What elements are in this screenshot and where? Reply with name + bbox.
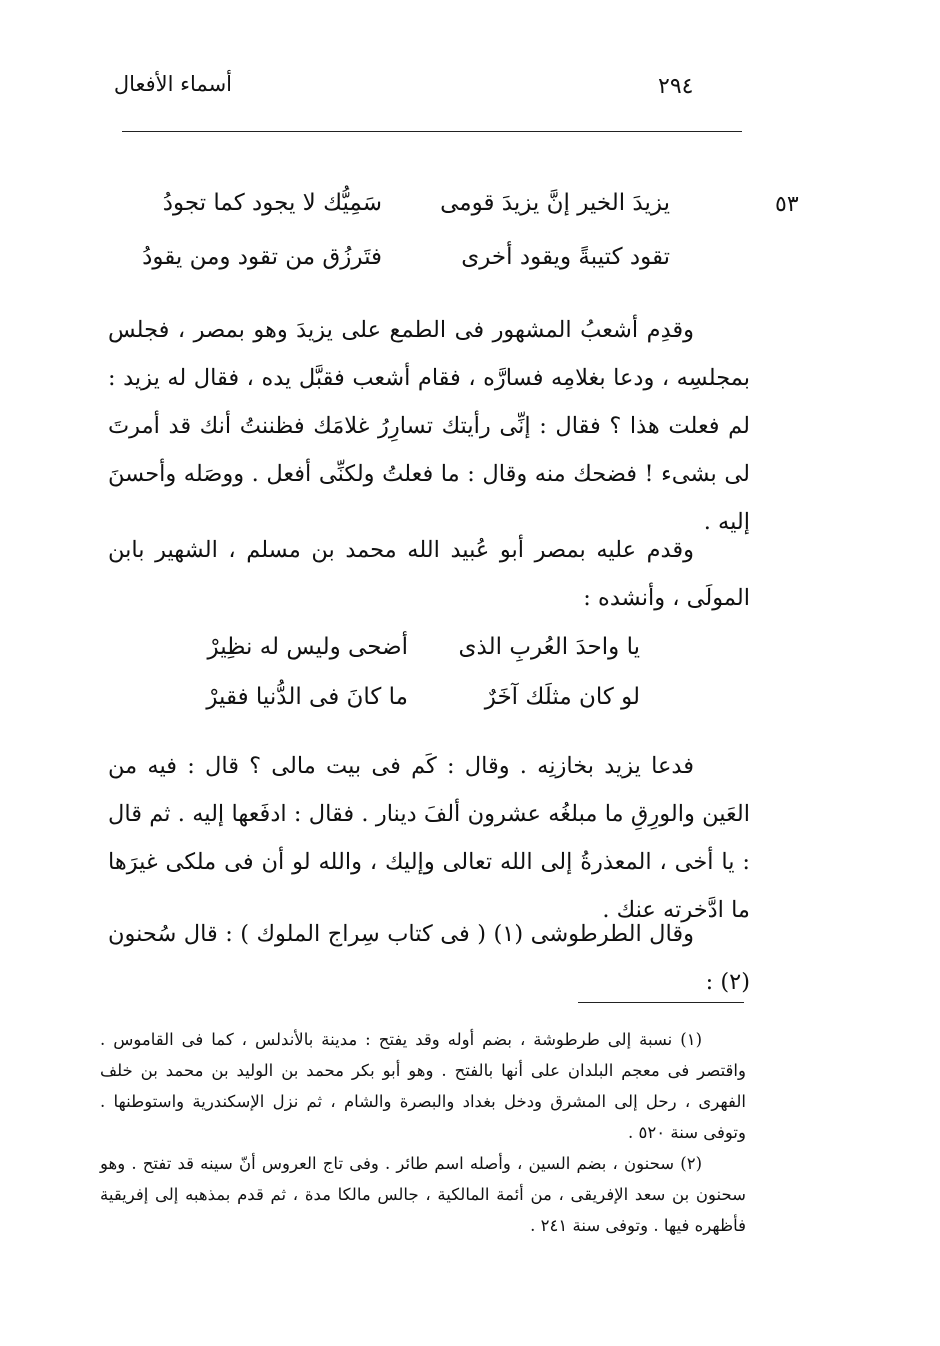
paragraph: وقدِم أشعبُ المشهور فى الطمع على يزيدَ وهو بمصر ، فجلس بمجلسِه ، ودعا بغلامِه فسارَّه ، فقام أشعب فقبَّل يده ، فقال له يزيد : لم فعلت هذا ؟ فقال : إنِّى رأيتك تسارِرُ غلامَك فظننتُ أنك قد أمرتَ لى بشىء ! فضحك منه وقال : ما فعلتُ ولكنِّى أفعل . ووصَله وأحسنَ إليه . <box>108 317 750 535</box>
verse-line <box>0 190 940 224</box>
verse-line <box>0 684 940 718</box>
verse-first-hemistich: لو كان مثلَك آخَرٌ <box>484 684 640 710</box>
verse-second-hemistich: أضحى وليس له نظِيرْ <box>207 634 408 660</box>
paragraph: وقدم عليه بمصر أبو عُبيد الله محمد بن مسلم ، الشهير بابن المولَى ، وأنشده : <box>108 537 750 611</box>
footnotes <box>100 1024 746 1241</box>
prose-block <box>108 910 750 1006</box>
verse-second-hemistich: سَمِيُّك لا يجود كما تجودُ <box>162 190 382 216</box>
verse-line <box>0 634 940 668</box>
page-number: ٢٩٤ <box>658 74 694 99</box>
paragraph: فدعا يزيد بخازنِه . وقال : كَم فى بيت مالى ؟ قال : فيه من العَين والورِقِ ما مبلغُه عشرون ألفَ دينار . فقال : ادفَعها إليه . ثم قال : يا أخى ، المعذرةُ إلى الله تعالى وإليك ، والله لو أن فى ملكى غيرَها ما ادَّخرته عنك . <box>108 753 750 923</box>
verse-first-hemistich: يا واحدَ العُربِ الذى <box>458 634 640 660</box>
prose-block <box>108 742 750 934</box>
footnote: (١) نسبة إلى طرطوشة ، بضم أوله وقد يفتح : مدينة بالأندلس ، كما فى القاموس . واقتصر فى معجم البلدان على أنها بالفتح . وهو أبو بكر محمد بن الوليد بن محمد بن خلف الفهرى ، رحل إلى المشرق ودخل بغداد والبصرة والشام ، ثم نزل الإسكندرية واستوطنها . وتوفى سنة ٥٢٠ . <box>100 1030 746 1142</box>
verse-second-hemistich: فتَرزُق من تقود ومن يقودُ <box>142 244 382 270</box>
prose-block <box>108 306 750 546</box>
running-header-title: أسماء الأفعال <box>113 72 232 96</box>
verse-first-hemistich: تقود كتيبةً ويقود أخرى <box>461 244 670 270</box>
footnote-rule <box>578 1002 744 1003</box>
poem-number: ٥٣ <box>775 192 799 217</box>
header-rule <box>122 131 742 132</box>
paragraph: وقال الطرطوشى (١) ( فى كتاب سِراج الملوك ) : قال سُحنون (٢) : <box>108 921 750 995</box>
verse-line <box>0 244 940 278</box>
verse-second-hemistich: ما كانَ فى الدُّنيا فقيرْ <box>206 684 408 710</box>
prose-block <box>108 526 750 622</box>
verse-first-hemistich: يزيدَ الخير إنَّ يزيدَ قومى <box>440 190 670 216</box>
footnote: (٢) سحنون ، بضم السين ، وأصله اسم طائر . وفى تاج العروس أنّ سينه قد تفتح . وهو سحنون بن سعد الإفريقى ، من أئمة المالكية ، جالس مالكا مدة ، ثم قدم بمذهبه إلى إفريقية فأظهره فيها . وتوفى سنة ٢٤١ . <box>100 1154 746 1235</box>
